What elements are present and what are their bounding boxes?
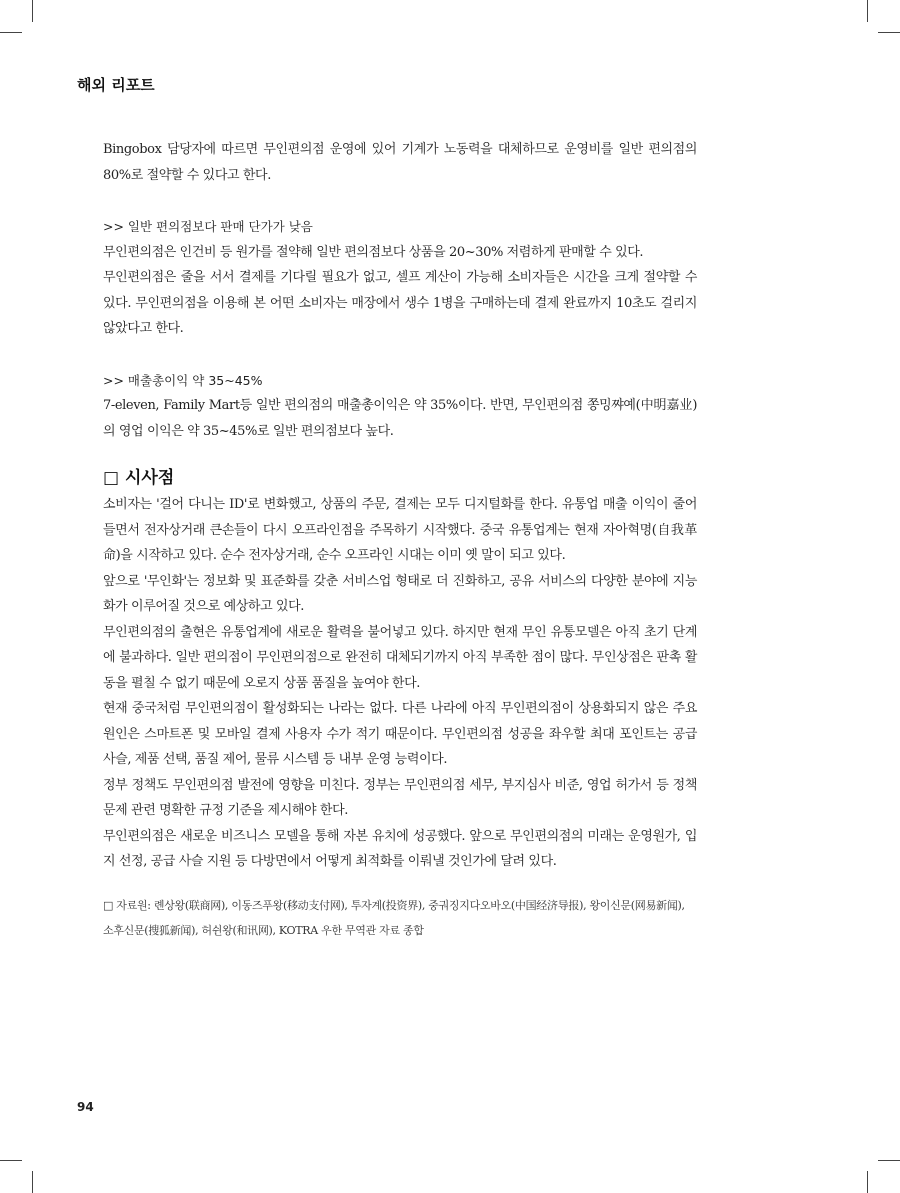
crop-mark-bottom-left-v [32,1171,33,1193]
article-body [103,137,697,943]
implications-paragraph-3: 무인편의점의 출현은 유통업계에 새로운 활력을 불어넣고 있다. 하지만 현재 무인 유통모델은 아직 초기 단계에 불과하다. 일반 편의점이 무인편의점으로 완전히 대체되기까지 아직 부족한 점이 많다. 무인상점은 판촉 활동을 펼칠 수 없기 때문에 오로지 상품 품질을 높여야 한다. [103,624,697,691]
crop-mark-bottom-right-h [878,1160,900,1161]
implications-paragraph-5: 정부 정책도 무인편의점 발전에 영향을 미친다. 정부는 무인편의점 세무, 부지심사 비준, 영업 허가서 등 정책 문제 관련 명확한 규정 기준을 제시해야 한다. [103,777,697,818]
margin-paragraph: 7-eleven, Family Mart등 일반 편의점의 매출총이익은 약 35%이다. 반면, 무인편의점 쫑밍쨔예(中明嘉业)의 영업 이익은 약 35~45%로 일반 편의점보다 높다. [103,398,697,439]
page-number: 94 [77,1100,94,1114]
price-paragraph-2: 무인편의점은 줄을 서서 결제를 기다릴 필요가 없고, 셀프 계산이 가능해 소비자들은 시간을 크게 절약할 수 있다. 무인편의점을 이용해 본 어떤 소비자는 매장에서 생수 1병을 구매하는데 결제 완료까지 10초도 걸리지 않았다고 한다. [103,270,697,336]
implications-paragraph-6: 무인편의점은 새로운 비즈니스 모델을 통해 자본 유치에 성공했다. 앞으로 무인편의점의 미래는 운영원가, 입지 선정, 공급 사슬 지원 등 다방면에서 어떻게 최적화를 이뤄낼 것인가에 달려 있다. [103,828,697,869]
implications-paragraph-2: 앞으로 '무인화'는 정보화 및 표준화를 갖춘 서비스업 형태로 더 진화하고, 공유 서비스의 다양한 분야에 지능화가 이루어질 것으로 예상하고 있다. [103,573,697,614]
price-subheading: >> 일반 편의점보다 판매 단가가 낮음 [103,219,313,234]
price-paragraph-1: 무인편의점은 인건비 등 원가를 절약해 일반 편의점보다 상품을 20~30% 저렴하게 판매할 수 있다. [103,244,644,260]
page-header-title: 해외 리포트 [77,76,155,94]
crop-mark-top-right-h [878,32,900,33]
implications-paragraph-4: 현재 중국처럼 무인편의점이 활성화되는 나라는 없다. 다른 나라에 아직 무인편의점이 상용화되지 않은 주요 원인은 스마트폰 및 모바일 결제 사용자 수가 적기 때문이다. 무인편의점 성공을 좌우할 최대 포인트는 공급 사슬, 제품 선택, 품질 제어, 물류 시스템 등 내부 운영 능력이다. [103,701,697,767]
margin-subheading: >> 매출총이익 약 35~45% [103,372,263,388]
source-note: □ 자료원: 롄상왕(联商网), 이동즈푸왕(移动支付网), 투자계(投资界), 중궈징지다오바오(中国经济导报), 왕이신문(网易新闻), 소후신문(搜狐新闻), 허쉰왕(和讯网), KOTRA 우한 무역관 자료 종합 [103,898,685,937]
crop-mark-top-left-v [32,0,33,22]
implications-paragraph-1: 소비자는 '걸어 다니는 ID'로 변화했고, 상품의 주문, 결제는 모두 디지털화를 한다. 유통업 매출 이익이 줄어들면서 전자상거래 큰손들이 다시 오프라인점을 주목하기 시작했다. 중국 유통업계는 현재 자아혁명(自我革命)을 시작하고 있다. 순수 전자상거래, 순수 오프라인 시대는 이미 옛 말이 되고 있다. [103,497,697,563]
crop-mark-bottom-left-h [0,1160,22,1161]
crop-mark-bottom-right-v [867,1171,868,1193]
implications-heading: □ 시사점 [103,468,175,488]
intro-paragraph: Bingobox 담당자에 따르면 무인편의점 운영에 있어 기계가 노동력을 대체하므로 운영비를 일반 편의점의 80%로 절약할 수 있다고 한다. [103,142,697,183]
crop-mark-top-right-v [867,0,868,22]
crop-mark-top-left-h [0,32,22,33]
